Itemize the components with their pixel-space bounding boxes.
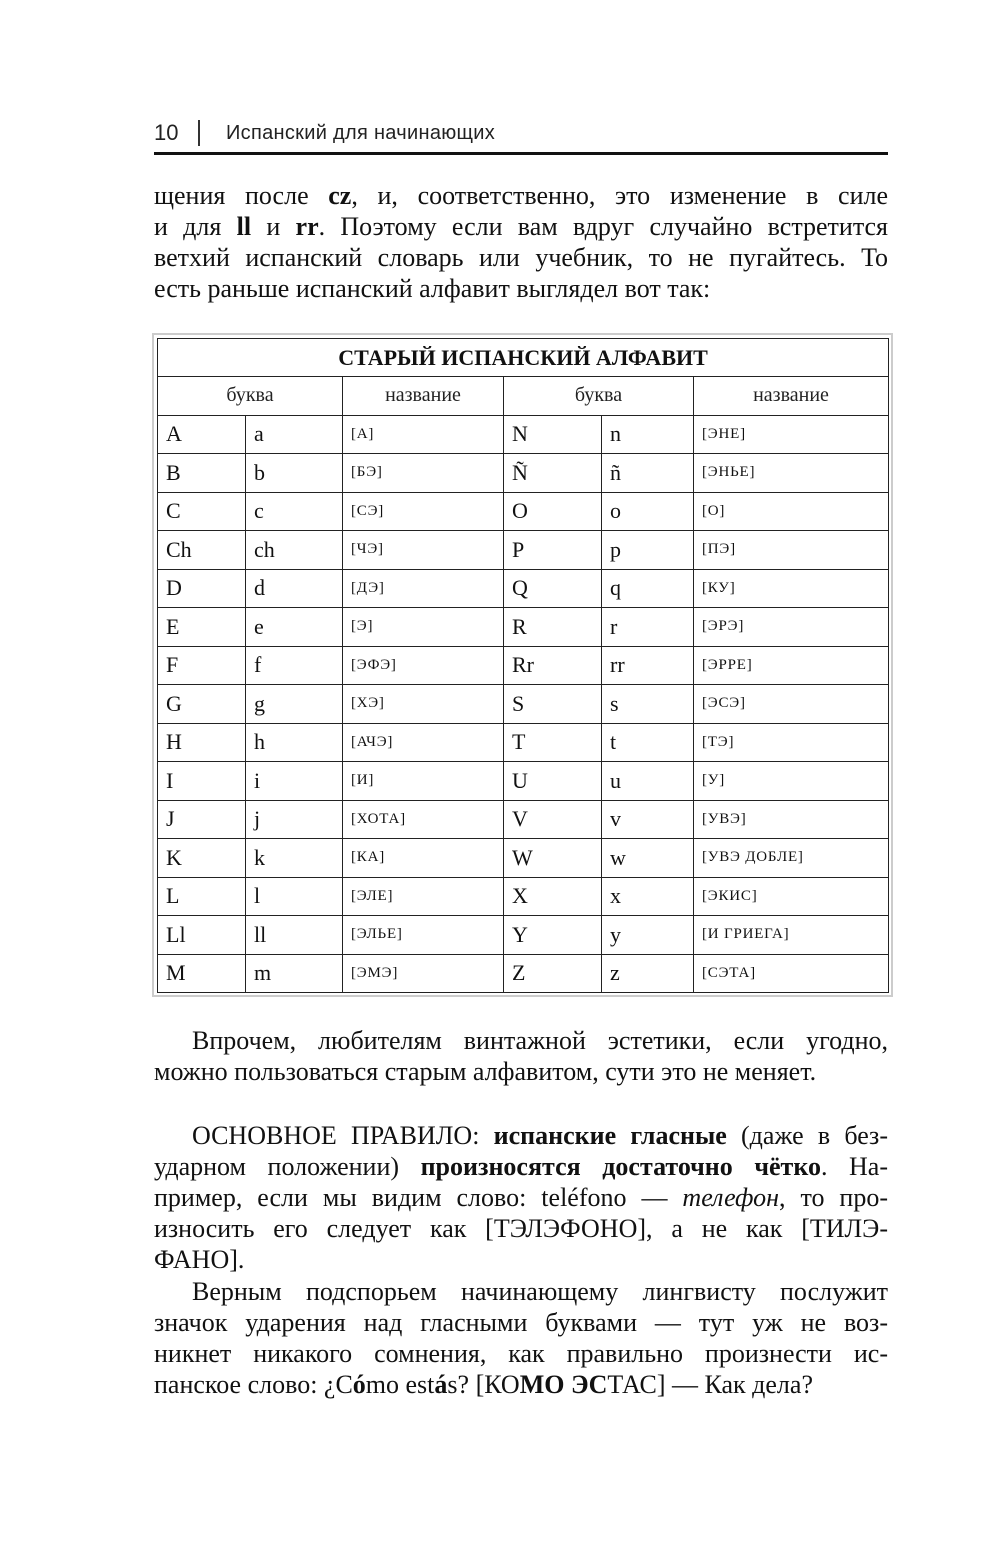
uppercase-letter: E <box>158 608 246 647</box>
letter-name: [ЭСЭ] <box>694 685 889 724</box>
table-row <box>158 646 889 685</box>
letter-name: [А] <box>343 415 504 454</box>
lowercase-letter: e <box>246 608 343 647</box>
lowercase-letter: b <box>246 454 343 493</box>
lowercase-letter: q <box>602 569 694 608</box>
lowercase-letter: a <box>246 415 343 454</box>
letter-name: [СЭТА] <box>694 954 889 993</box>
letter-name: [И] <box>343 762 504 801</box>
uppercase-letter: P <box>504 531 602 570</box>
table-row <box>158 492 889 531</box>
uppercase-letter: N <box>504 415 602 454</box>
uppercase-letter: V <box>504 800 602 839</box>
lowercase-letter: l <box>246 877 343 916</box>
uppercase-letter: I <box>158 762 246 801</box>
letter-name: [ЭНЬЕ] <box>694 454 889 493</box>
lowercase-letter: o <box>602 492 694 531</box>
letter-name: [ПЭ] <box>694 531 889 570</box>
uppercase-letter: D <box>158 569 246 608</box>
uppercase-letter: O <box>504 492 602 531</box>
uppercase-letter: B <box>158 454 246 493</box>
uppercase-letter: S <box>504 685 602 724</box>
accent-line-1: Верным подспорьем начинающему лингвисту послужит <box>192 1277 888 1306</box>
letter-name: [ЭЛЬЕ] <box>343 916 504 955</box>
rule-line-1: ОСНОВНОЕ ПРАВИЛО: испанские гласные (даже в без- <box>192 1121 888 1150</box>
uppercase-letter: Y <box>504 916 602 955</box>
uppercase-letter: U <box>504 762 602 801</box>
uppercase-letter: L <box>158 877 246 916</box>
lowercase-letter: c <box>246 492 343 531</box>
rule-line-2: ударном положении) произносятся достаточно чётко. На- <box>154 1152 888 1181</box>
accent-line-3: никнет никакого сомнения, как правильно произнести ис- <box>154 1339 888 1368</box>
letter-name: [БЭ] <box>343 454 504 493</box>
table-row <box>158 723 889 762</box>
rule-line-4: износить его следует как [ТЭЛЭФОНО], а не как [ТИЛЭ- <box>154 1214 888 1243</box>
running-title: Испанский для начинающих <box>226 122 496 144</box>
table-row <box>158 569 889 608</box>
intro-paragraph <box>154 180 888 304</box>
letter-name: [КА] <box>343 839 504 878</box>
letter-name: [УВЭ] <box>694 800 889 839</box>
table-row <box>158 415 889 454</box>
vintage-paragraph <box>154 1025 888 1087</box>
lowercase-letter: ll <box>246 916 343 955</box>
letter-name: [ЭЛЕ] <box>343 877 504 916</box>
rule-line-5: ФАНО]. <box>154 1245 245 1274</box>
letter-name: [ЧЭ] <box>343 531 504 570</box>
lowercase-letter: j <box>246 800 343 839</box>
lowercase-letter: n <box>602 415 694 454</box>
uppercase-letter: Q <box>504 569 602 608</box>
lowercase-letter: g <box>246 685 343 724</box>
letter-name: [ТЭ] <box>694 723 889 762</box>
accent-line-2: значок ударения над гласными буквами — тут уж не воз- <box>154 1308 888 1337</box>
uppercase-letter: Rr <box>504 646 602 685</box>
lowercase-letter: d <box>246 569 343 608</box>
column-header-name: название <box>343 377 504 416</box>
table-row <box>158 454 889 493</box>
intro-line-4: есть раньше испанский алфавит выглядел вот так: <box>154 274 711 303</box>
main-rule-paragraph <box>154 1120 888 1275</box>
uppercase-letter: A <box>158 415 246 454</box>
letter-name: [ЭРРЕ] <box>694 646 889 685</box>
table-row <box>158 762 889 801</box>
table-row <box>158 608 889 647</box>
letter-name: [О] <box>694 492 889 531</box>
vintage-line-1: Впрочем, любителям винтажной эстетики, если угодно, <box>192 1026 888 1055</box>
table-title: СТАРЫЙ ИСПАНСКИЙ АЛФАВИТ <box>158 339 889 377</box>
lowercase-letter: y <box>602 916 694 955</box>
column-header-name: название <box>694 377 889 416</box>
letter-name: [СЭ] <box>343 492 504 531</box>
lowercase-letter: w <box>602 839 694 878</box>
accent-paragraph <box>154 1276 888 1400</box>
table-header-row <box>158 377 889 416</box>
lowercase-letter: z <box>602 954 694 993</box>
uppercase-letter: W <box>504 839 602 878</box>
letter-name: [ХЭ] <box>343 685 504 724</box>
letter-name: [ХОТА] <box>343 800 504 839</box>
letter-name: [И ГРИЕГА] <box>694 916 889 955</box>
uppercase-letter: G <box>158 685 246 724</box>
lowercase-letter: h <box>246 723 343 762</box>
uppercase-letter: M <box>158 954 246 993</box>
lowercase-letter: r <box>602 608 694 647</box>
lowercase-letter: m <box>246 954 343 993</box>
letter-name: [У] <box>694 762 889 801</box>
lowercase-letter: u <box>602 762 694 801</box>
uppercase-letter: R <box>504 608 602 647</box>
lowercase-letter: x <box>602 877 694 916</box>
uppercase-letter: H <box>158 723 246 762</box>
intro-line-1: щения после cz, и, соответственно, это изменение в силе <box>154 181 888 210</box>
accent-line-4: панское слово: ¿Cómo estás? [КОМО ЭСТАС] — Как дела? <box>154 1370 813 1399</box>
letter-name: [АЧЭ] <box>343 723 504 762</box>
uppercase-letter: X <box>504 877 602 916</box>
lowercase-letter: f <box>246 646 343 685</box>
intro-line-3: ветхий испанский словарь или учебник, то не пугайтесь. То <box>154 243 888 272</box>
letter-name: [ЭНЕ] <box>694 415 889 454</box>
lowercase-letter: t <box>602 723 694 762</box>
lowercase-letter: i <box>246 762 343 801</box>
letter-name: [ЭКИС] <box>694 877 889 916</box>
table-row <box>158 954 889 993</box>
uppercase-letter: Ch <box>158 531 246 570</box>
lowercase-letter: rr <box>602 646 694 685</box>
lowercase-letter: v <box>602 800 694 839</box>
letter-name: [Э] <box>343 608 504 647</box>
uppercase-letter: T <box>504 723 602 762</box>
table-row <box>158 916 889 955</box>
uppercase-letter: Z <box>504 954 602 993</box>
rule-line-3: пример, если мы видим слово: teléfono — телефон, то про- <box>154 1183 889 1212</box>
uppercase-letter: Ñ <box>504 454 602 493</box>
table-row <box>158 800 889 839</box>
table-row <box>158 839 889 878</box>
uppercase-letter: F <box>158 646 246 685</box>
page-number: 10 <box>154 120 179 145</box>
letter-name: [УВЭ ДОБЛЕ] <box>694 839 889 878</box>
letter-name: [КУ] <box>694 569 889 608</box>
column-header-letter: буква <box>504 377 694 416</box>
column-header-letter: буква <box>158 377 343 416</box>
uppercase-letter: C <box>158 492 246 531</box>
lowercase-letter: k <box>246 839 343 878</box>
old-spanish-alphabet-table <box>157 338 889 993</box>
uppercase-letter: J <box>158 800 246 839</box>
uppercase-letter: Ll <box>158 916 246 955</box>
table-row <box>158 877 889 916</box>
letter-name: [ЭФЭ] <box>343 646 504 685</box>
letter-name: [ДЭ] <box>343 569 504 608</box>
lowercase-letter: ñ <box>602 454 694 493</box>
lowercase-letter: ch <box>246 531 343 570</box>
intro-line-2: и для ll и rr. Поэтому если вам вдруг случайно встретится <box>154 212 889 241</box>
letter-name: [ЭМЭ] <box>343 954 504 993</box>
vintage-line-2: можно пользоваться старым алфавитом, сути это не меняет. <box>154 1057 817 1086</box>
running-header <box>154 118 888 155</box>
table-row <box>158 685 889 724</box>
table-row <box>158 531 889 570</box>
uppercase-letter: K <box>158 839 246 878</box>
letter-name: [ЭРЭ] <box>694 608 889 647</box>
lowercase-letter: s <box>602 685 694 724</box>
lowercase-letter: p <box>602 531 694 570</box>
header-separator <box>198 120 200 146</box>
